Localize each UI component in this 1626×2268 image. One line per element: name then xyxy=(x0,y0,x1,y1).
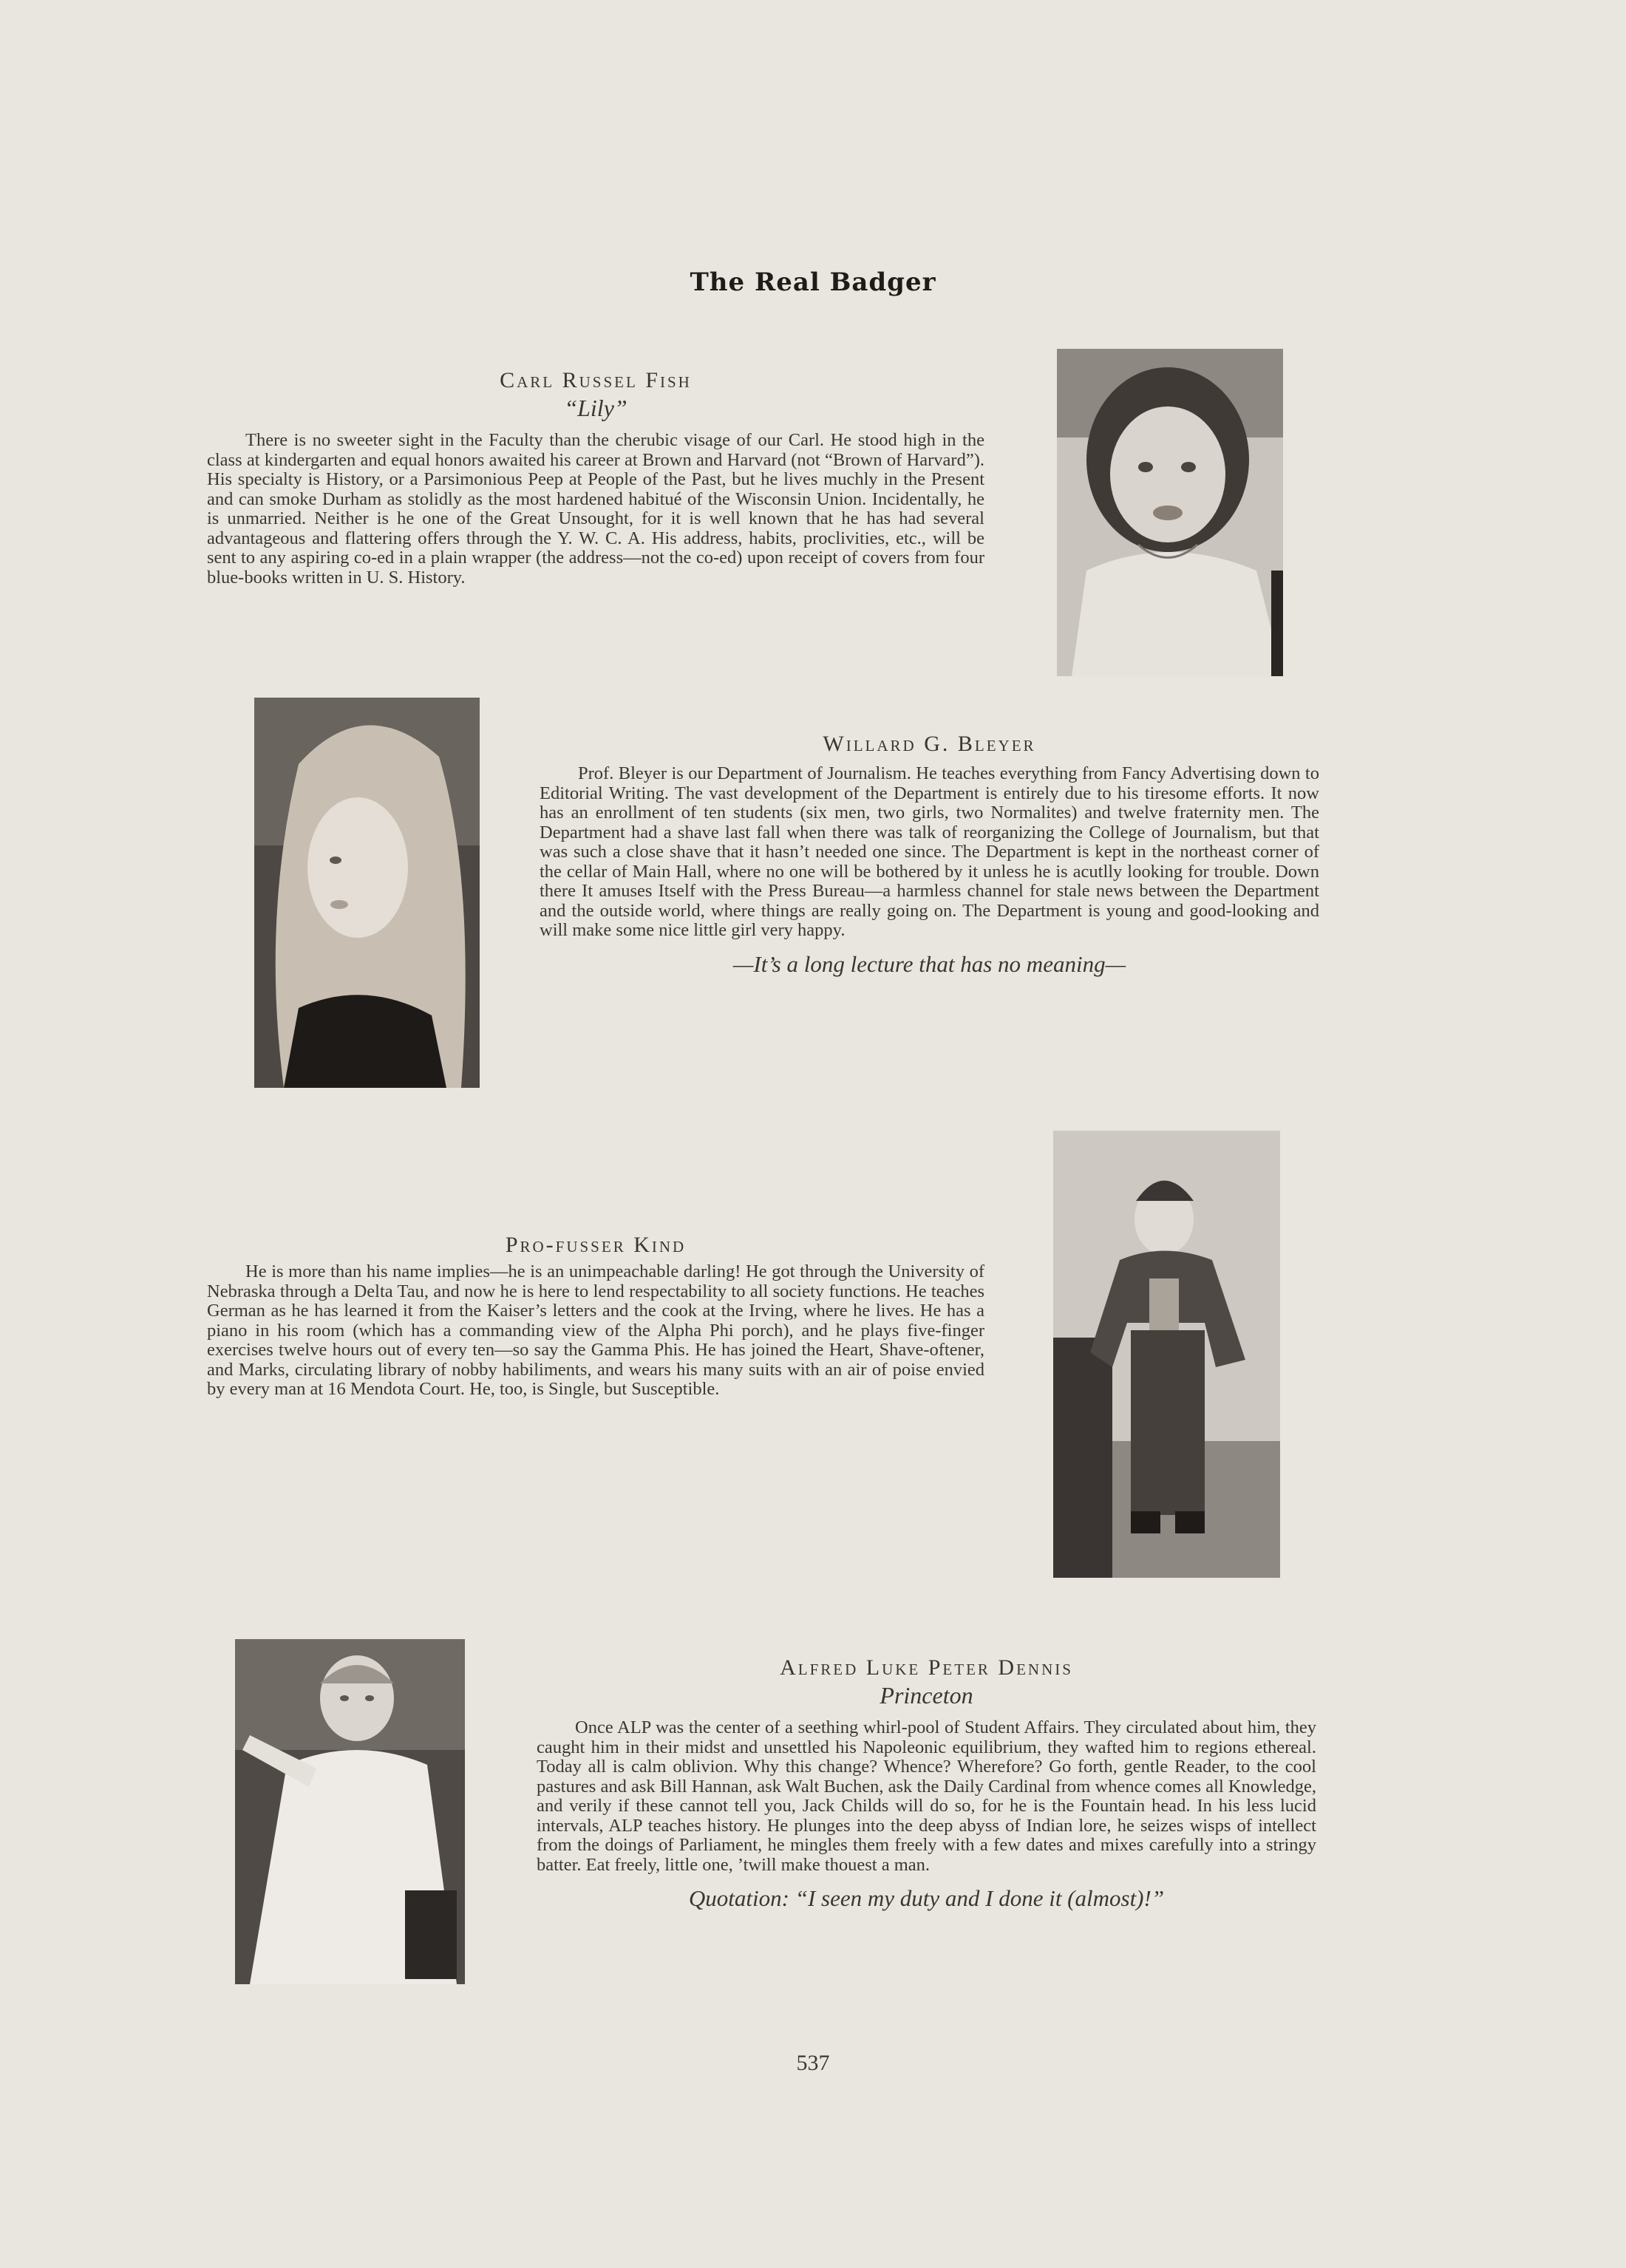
entry-fish xyxy=(207,368,984,588)
entry-name: Willard G. Bleyer xyxy=(823,732,1036,756)
entry-bleyer xyxy=(540,732,1319,978)
entry-text: Prof. Bleyer is our Department of Journalism. He teaches everything from Fancy Advertising down to Editorial Writing. The vast development of the Department is entirely due to his tiresome efforts. It now has an enrollment of ten students (six men, two girls, two Normalites) and twelve fraternity men. The Department had a shave last fall when there was talk of reorganizing the College of Journalism, but that was such a close shave that it hasn’t needed one since. The Department is kept in the northeast corner of the cellar of Main Hall, where no one will be bothered by it unless he is acutlly looking for trouble. Down there It amuses Itself with the Press Bureau—a harmless channel for stale news between the Department and the outside world, where things are really going on. The Department is young and good-looking and will make some nice little girl very happy. xyxy=(540,763,1319,940)
entry-quote: —It’s a long lecture that has no meaning— xyxy=(732,950,1126,977)
child-photo-dennis xyxy=(235,1639,465,1984)
entry-nickname: “Lily” xyxy=(564,395,627,421)
entry-name: Pro-fusser Kind xyxy=(505,1233,687,1257)
entry-nickname: Princeton xyxy=(880,1682,973,1709)
entry-text: Once ALP was the center of a seething whirl-pool of Student Affairs. They circulated about him, they caught him in their midst and unsettled his Napoleonic equilibrium, they wafted him to regions ethereal. Today all is calm oblivion. Why this change? Whence? Wherefore? Go forth, gentle Reader, to the cool pastures and ask Bill Hannan, ask Walt Buchen, ask the Daily Cardinal from whence comes all Knowledge, and verily if these cannot tell you, Jack Childs will do so, for he is the Fountain head. In his less lucid intervals, ALP teaches history. He plunges into the deep abyss of Indian lore, he seizes wisps of intellect from the doings of Parliament, he mingles them freely with a few dates and mixes carefully into a stringy batter. Eat freely, little one, ’twill make thouest a man. xyxy=(537,1717,1316,1875)
entry-dennis xyxy=(537,1655,1316,1912)
running-header: The Real Badger xyxy=(690,268,936,297)
entry-text: He is more than his name implies—he is an unimpeachable darling! He got through the University of Nebraska through a Delta Tau, and now he is here to lend respectability to all society functions. He teaches German as he has learned it from the Kaiser’s letters and the cook at the Irving, where he lives. He has a piano in his room (which has a commanding view of the Alpha Phi porch), and he plays five-finger exercises twelve hours out of every ten—so say the Gamma Phis. He has joined the Heart, Shave-oftener, and Marks, circulating library of nobby habiliments, and wears his many suits with an air of poise envied by every man at 16 Mendota Court. He, too, is Single, but Susceptible. xyxy=(207,1261,984,1399)
child-photo-kind xyxy=(1053,1131,1280,1578)
entry-quote: Quotation: “I seen my duty and I done it (almost)!” xyxy=(688,1885,1165,1911)
entry-name: Alfred Luke Peter Dennis xyxy=(780,1655,1073,1680)
entry-name: Carl Russel Fish xyxy=(500,368,692,392)
entry-kind xyxy=(207,1233,984,1400)
child-photo-fish xyxy=(1057,349,1283,676)
entry-text: There is no sweeter sight in the Faculty than the cherubic visage of our Carl. He stood high in the class at kindergarten and equal honors awaited his career at Brown and Harvard (not “Brown of Harvard”). His specialty is History, or a Parsimonious Peep at People of the Past, but he lives muchly in the Present and can smoke Durham as stolidly as the most hardened habitué of the Wisconsin Union. Incidentally, he is unmarried. Neither is he one of the Great Unsought, for it is well known that he has had several advantageous and flattering offers through the Y. W. C. A. His address, habits, proclivities, etc., will be sent to any aspiring co-ed in a plain wrapper (the address—not the co-ed) upon receipt of covers from four blue-books written in U. S. History. xyxy=(207,430,984,588)
child-photo-bleyer xyxy=(254,698,480,1088)
page-number: 537 xyxy=(796,2051,830,2075)
